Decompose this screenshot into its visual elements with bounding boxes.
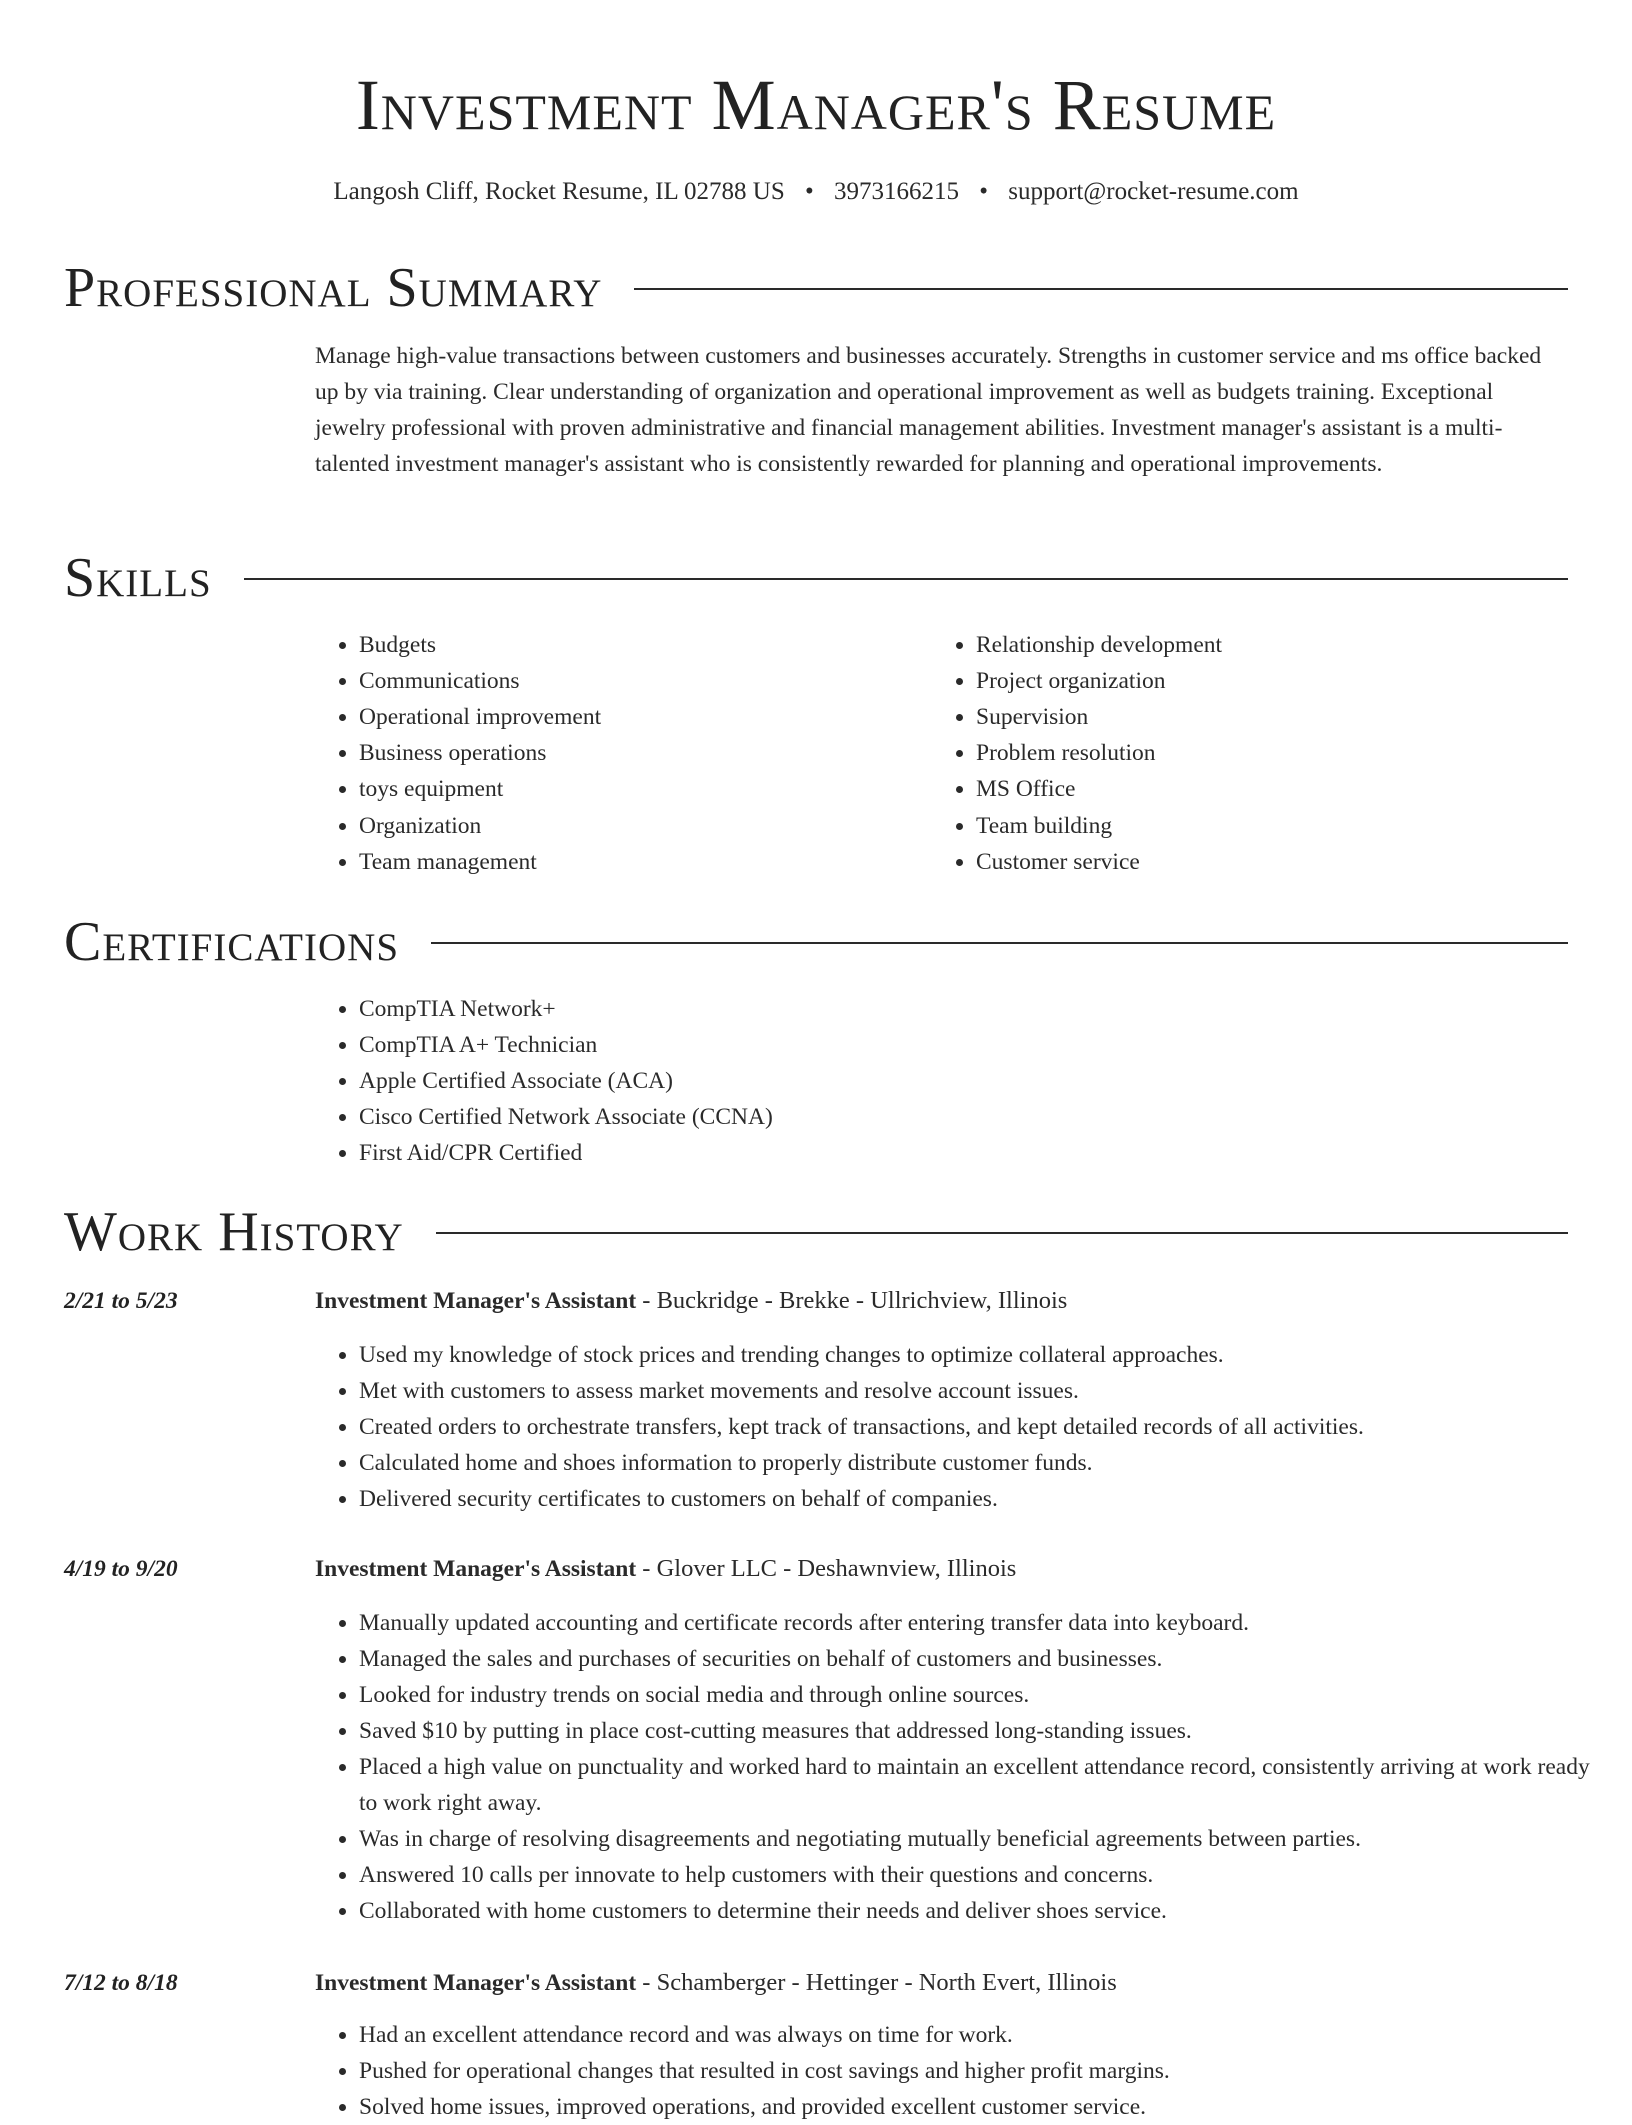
- work-history-section-heading: [64, 1200, 1568, 1264]
- job-bullet: • Was in charge of resolving disagreements and negotiating mutually beneficial agreements between parties.: [359, 1821, 1609, 1857]
- job-bullet: • Looked for industry trends on social media and through online sources.: [359, 1677, 1609, 1713]
- skill-item: • Communications: [359, 663, 959, 699]
- job-bullet: • Manually updated accounting and certificate records after entering transfer data into keyboard.: [359, 1605, 1609, 1641]
- job-details: - Buckridge - Brekke - Ullrichview, Illinois: [636, 1287, 1068, 1314]
- contact-line: [64, 174, 1568, 210]
- job-bullet: • Solved home issues, improved operations, and provided excellent customer service.: [359, 2089, 1609, 2125]
- skill-item: • Problem resolution: [976, 735, 1576, 771]
- job-role: Investment Manager's Assistant: [315, 1288, 637, 1314]
- skills-heading: Skills: [64, 547, 212, 609]
- skill-item: • Supervision: [976, 699, 1576, 735]
- certification-item: • CompTIA Network+: [359, 991, 1609, 1027]
- certifications-list: [315, 991, 1609, 1171]
- summary-section-heading: [64, 256, 1568, 320]
- job-bullet: • Pushed for operational changes that resulted in cost savings and higher profit margins.: [359, 2053, 1609, 2089]
- skill-item: • toys equipment: [359, 771, 959, 807]
- certification-item: • First Aid/CPR Certified: [359, 1135, 1609, 1171]
- job-bullet: • Used my knowledge of stock prices and trending changes to optimize collateral approaches.: [359, 1337, 1609, 1373]
- summary-heading: Professional Summary: [64, 257, 603, 319]
- job-bullet: • Met with customers to assess market movements and resolve account issues.: [359, 1373, 1609, 1409]
- job-heading: [315, 1551, 1016, 1587]
- job-bullet: • Placed a high value on punctuality and worked hard to maintain an excellent attendance record, consistently arriving at work ready to work right away.: [359, 1749, 1609, 1821]
- job-bullets: [315, 1605, 1609, 1929]
- certification-item: • Cisco Certified Network Associate (CCNA): [359, 1099, 1609, 1135]
- job-bullet: • Collaborated with home customers to determine their needs and deliver shoes service.: [359, 1893, 1609, 1929]
- job-details: - Glover LLC - Deshawnview, Illinois: [636, 1555, 1017, 1582]
- skill-item: • Relationship development: [976, 627, 1576, 663]
- job-dates: 4/19 to 9/20: [64, 1556, 178, 1582]
- summary-text: Manage high-value transactions between customers and businesses accurately. Strengths in customer service and ms office backed up by via training. Clear understanding of organization and operational improvement as well as budgets training. Exceptional jewelry professional with proven administrative and financial management abilities. Investment manager's assistant is a multi-talented investment manager's assistant who is consistently rewarded for planning and operational improvements.: [315, 343, 1542, 477]
- skills-section-heading: [64, 546, 1568, 610]
- skill-item: • Customer service: [976, 844, 1576, 880]
- contact-separator: •: [979, 178, 989, 205]
- section-divider: [436, 1232, 1568, 1234]
- job-role: Investment Manager's Assistant: [315, 1970, 637, 1996]
- job-dates: 2/21 to 5/23: [64, 1288, 178, 1314]
- job-bullet: • Delivered security certificates to customers on behalf of companies.: [359, 1481, 1609, 1517]
- skill-item: • MS Office: [976, 771, 1576, 807]
- certification-item: • Apple Certified Associate (ACA): [359, 1063, 1609, 1099]
- job-bullet: • Created orders to orchestrate transfers, kept track of transactions, and kept detailed records of all activities.: [359, 1409, 1609, 1445]
- section-divider: [634, 288, 1568, 290]
- job-bullet: • Calculated home and shoes information to properly distribute customer funds.: [359, 1445, 1609, 1481]
- skill-item: • Budgets: [359, 627, 959, 663]
- job-bullet: • Saved $10 by putting in place cost-cutting measures that addressed long-standing issues.: [359, 1713, 1609, 1749]
- skill-item: • Project organization: [976, 663, 1576, 699]
- certifications-heading: Certifications: [64, 911, 400, 973]
- skill-item: • Team management: [359, 844, 959, 880]
- job-bullets: [315, 2017, 1609, 2125]
- resume-title: Investment Manager's Resume: [355, 65, 1277, 145]
- job-heading: [315, 1965, 1117, 2001]
- contact-phone: 3973166215: [834, 178, 960, 205]
- job-bullets: [315, 1337, 1609, 1517]
- job-role: Investment Manager's Assistant: [315, 1556, 637, 1582]
- section-divider: [244, 578, 1568, 580]
- job-heading: [315, 1283, 1067, 1319]
- contact-email: support@rocket-resume.com: [1008, 178, 1299, 205]
- skill-item: • Operational improvement: [359, 699, 959, 735]
- skill-item: • Business operations: [359, 735, 959, 771]
- skill-item: • Organization: [359, 808, 959, 844]
- job-details: - Schamberger - Hettinger - North Evert, Illinois: [636, 1969, 1117, 1996]
- contact-separator: •: [805, 178, 814, 205]
- job-bullet: • Answered 10 calls per innovate to help customers with their questions and concerns.: [359, 1857, 1609, 1893]
- contact-address: Langosh Cliff, Rocket Resume, IL 02788 US: [333, 178, 785, 205]
- job-bullet: • Managed the sales and purchases of securities on behalf of customers and businesses.: [359, 1641, 1609, 1677]
- skills-list-left: [315, 627, 959, 880]
- skill-item: • Team building: [976, 808, 1576, 844]
- skills-list-right: [932, 627, 1576, 880]
- work-history-heading: Work History: [64, 1201, 404, 1263]
- certification-item: • CompTIA A+ Technician: [359, 1027, 1609, 1063]
- certifications-section-heading: [64, 910, 1568, 974]
- job-dates: 7/12 to 8/18: [64, 1970, 178, 1996]
- section-divider: [431, 942, 1568, 944]
- job-bullet: • Had an excellent attendance record and was always on time for work.: [359, 2017, 1609, 2053]
